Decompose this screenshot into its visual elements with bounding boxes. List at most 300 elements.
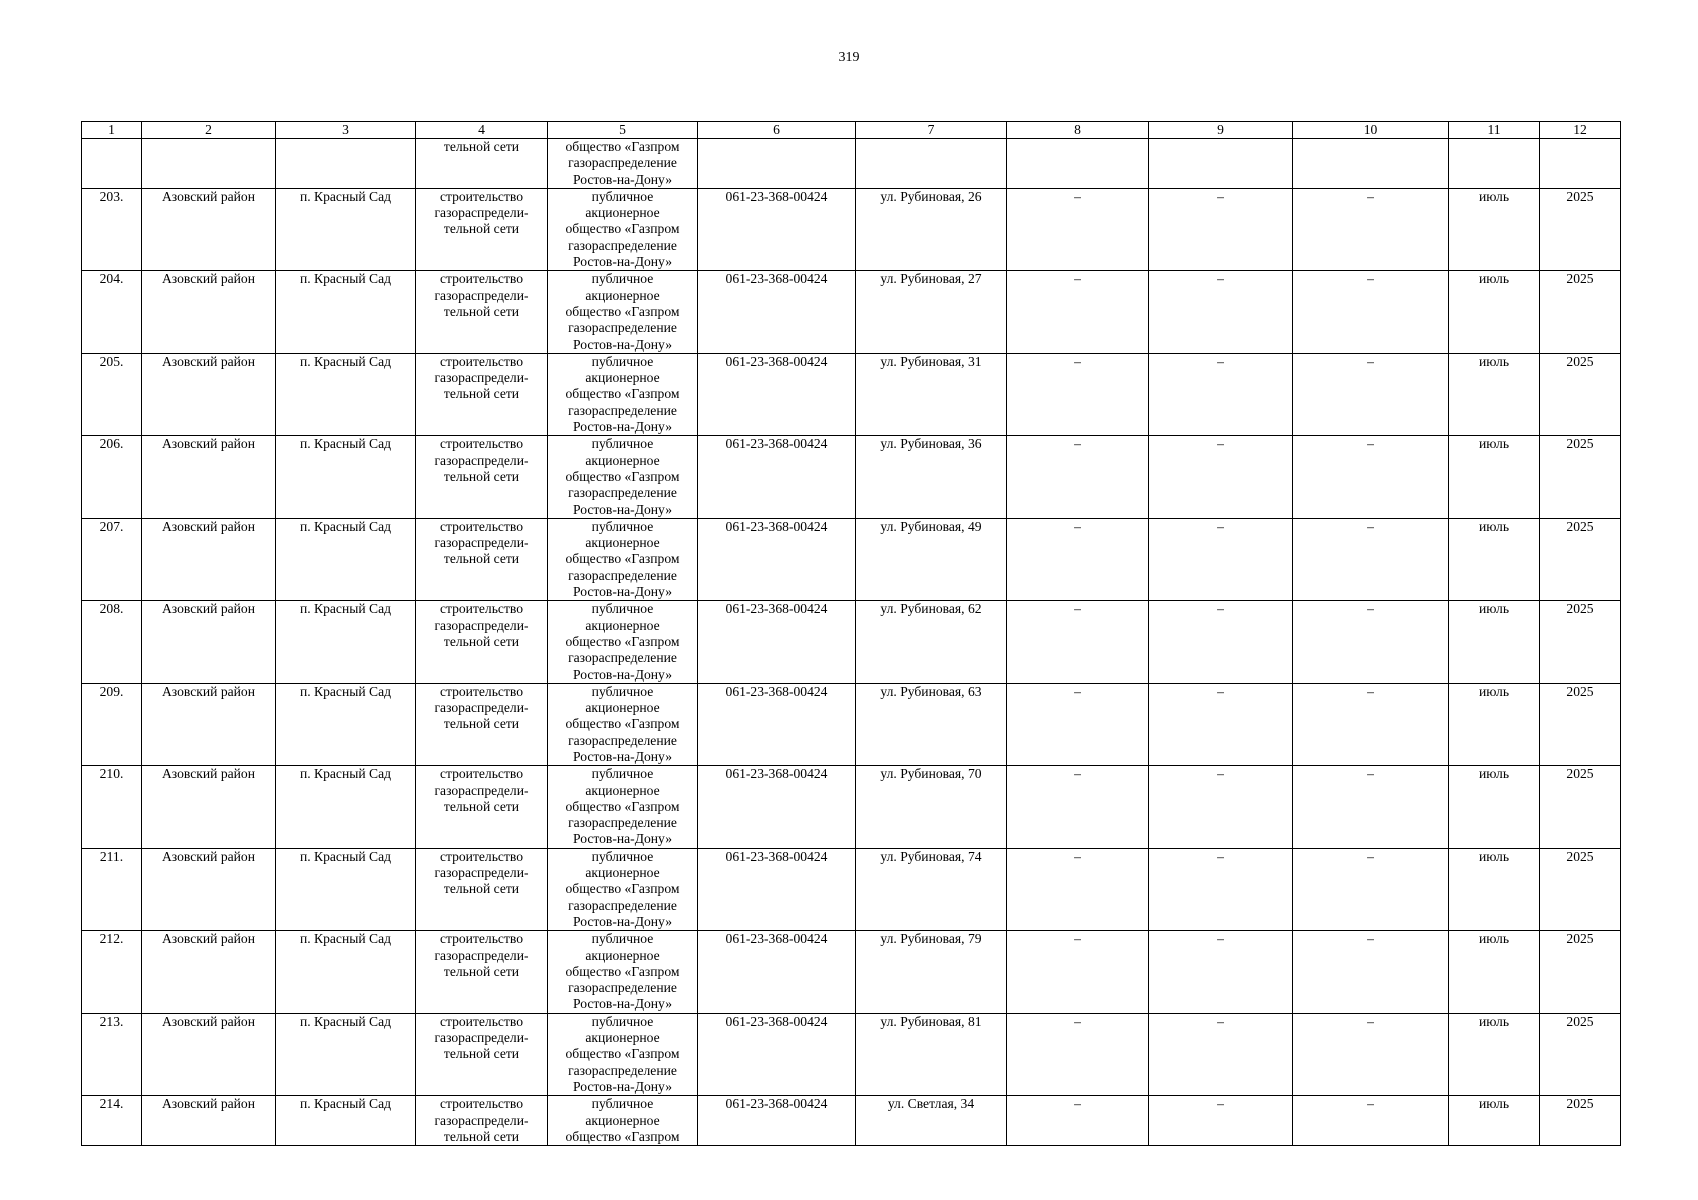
cell-settlement	[276, 766, 416, 848]
cell-num	[82, 271, 142, 353]
cell-num-text: 203.	[99, 188, 124, 204]
page-number: 319	[838, 50, 860, 65]
cell-col10	[1293, 271, 1449, 353]
cell-col8	[1007, 436, 1149, 518]
cell-col10-text: –	[1367, 1013, 1374, 1029]
cell-num-text: 211.	[99, 848, 124, 864]
cell-col9-text: –	[1217, 271, 1224, 287]
cell-district-text: Азовский район	[161, 683, 255, 699]
cell-org	[548, 601, 698, 683]
table-row	[82, 848, 1621, 930]
cell-address	[856, 436, 1007, 518]
cell-num	[82, 848, 142, 930]
continuation-row	[82, 139, 1621, 189]
cell-work-text: тельной сети	[443, 139, 520, 154]
cell-month	[1449, 188, 1540, 270]
cell-settlement-text: п. Красный Сад	[299, 1096, 392, 1112]
cell-num-text: 207.	[99, 518, 124, 534]
cell-month-text: июль	[1478, 436, 1510, 452]
cell-month	[1449, 1096, 1540, 1146]
cell-num-text: 212.	[99, 931, 124, 947]
cell-col8	[1007, 766, 1149, 848]
cell-org	[548, 271, 698, 353]
cell-month	[1449, 436, 1540, 518]
cell-work	[416, 353, 548, 435]
cell-col8-text: –	[1074, 766, 1081, 782]
cell-district-text: Азовский район	[161, 271, 255, 287]
cell-settlement-text: п. Красный Сад	[299, 766, 392, 782]
cell-address-text: ул. Рубиновая, 79	[880, 931, 982, 947]
cell-year	[1540, 436, 1621, 518]
cell-col8-text: –	[1074, 683, 1081, 699]
cell-org-text: публичное акционерное общество «Газпром газораспределение Ростов-на-Дону»	[565, 436, 680, 517]
cell-district-text: Азовский район	[161, 518, 255, 534]
cell-work	[416, 766, 548, 848]
cell-year-text: 2025	[1566, 683, 1594, 699]
cell-address	[856, 1013, 1007, 1095]
cell-work-text: строительство газораспредели- тельной сети	[434, 683, 529, 732]
cell-year	[1540, 931, 1621, 1013]
cell-col8-text: –	[1074, 518, 1081, 534]
cell-month	[1449, 353, 1540, 435]
cell-org-text: публичное акционерное общество «Газпром газораспределение Ростов-на-Дону»	[565, 518, 680, 600]
cell-address-text: ул. Рубиновая, 27	[880, 271, 982, 287]
cell-settlement	[276, 931, 416, 1013]
cell-district-text: Азовский район	[161, 188, 255, 204]
cell-col8	[1007, 139, 1149, 189]
cell-col10	[1293, 139, 1449, 189]
cell-district	[142, 139, 276, 189]
cell-col9	[1149, 1096, 1293, 1146]
cell-settlement	[276, 1096, 416, 1146]
cell-work	[416, 1013, 548, 1095]
cell-col10	[1293, 931, 1449, 1013]
cell-address	[856, 683, 1007, 765]
cell-org-text: публичное акционерное общество «Газпром газораспределение Ростов-на-Дону»	[565, 271, 680, 352]
cell-work-text: строительство газораспредели- тельной сети	[434, 353, 529, 402]
cell-col9	[1149, 848, 1293, 930]
cell-code	[698, 188, 856, 270]
table-row	[82, 683, 1621, 765]
cell-work-text: строительство газораспредели- тельной сети	[434, 601, 529, 649]
cell-org	[548, 1013, 698, 1095]
cell-district-text: Азовский район	[161, 436, 255, 452]
cell-address	[856, 139, 1007, 189]
cell-col9	[1149, 1013, 1293, 1095]
cell-org-text: публичное акционерное общество «Газпром	[565, 1096, 680, 1144]
table-row	[82, 436, 1621, 518]
cell-month-text: июль	[1478, 188, 1510, 204]
cell-col8	[1007, 848, 1149, 930]
cell-year-text: 2025	[1566, 188, 1594, 204]
cell-district	[142, 436, 276, 518]
cell-month-text: июль	[1478, 353, 1510, 369]
cell-address	[856, 848, 1007, 930]
cell-settlement	[276, 353, 416, 435]
cell-month-text: июль	[1478, 1096, 1510, 1112]
cell-district-text: Азовский район	[161, 353, 255, 369]
cell-month-text: июль	[1478, 601, 1510, 617]
cell-col8	[1007, 353, 1149, 435]
cell-num	[82, 601, 142, 683]
cell-settlement-text: п. Красный Сад	[299, 518, 392, 534]
cell-col9	[1149, 766, 1293, 848]
table-row	[82, 1096, 1621, 1146]
cell-year	[1540, 848, 1621, 930]
cell-col8	[1007, 931, 1149, 1013]
cell-address-text: ул. Рубиновая, 70	[880, 766, 982, 782]
cell-num-text: 214.	[99, 1096, 124, 1112]
cell-settlement	[276, 848, 416, 930]
cell-col9	[1149, 683, 1293, 765]
cell-num-text: 206.	[99, 436, 124, 452]
column-header-2: 2	[142, 122, 276, 139]
cell-num	[82, 766, 142, 848]
table-row	[82, 931, 1621, 1013]
cell-year-text: 2025	[1566, 766, 1594, 782]
cell-work-text: строительство газораспредели- тельной сети	[434, 848, 529, 897]
cell-num-text: 204.	[99, 271, 124, 287]
column-header-1: 1	[82, 122, 142, 139]
cell-num	[82, 1096, 142, 1146]
cell-settlement-text: п. Красный Сад	[299, 683, 392, 699]
cell-code	[698, 436, 856, 518]
cell-work-text: строительство газораспредели- тельной сети	[434, 188, 529, 237]
cell-code	[698, 139, 856, 189]
cell-year	[1540, 139, 1621, 189]
document-table	[81, 121, 1621, 1146]
cell-num	[82, 683, 142, 765]
table-row	[82, 1013, 1621, 1095]
cell-org	[548, 848, 698, 930]
cell-col8-text: –	[1074, 353, 1081, 369]
cell-num	[82, 188, 142, 270]
cell-col9-text: –	[1217, 931, 1224, 947]
cell-col9-text: –	[1217, 518, 1224, 534]
cell-work	[416, 683, 548, 765]
cell-col8	[1007, 683, 1149, 765]
cell-work	[416, 848, 548, 930]
cell-col10-text: –	[1367, 271, 1374, 287]
cell-year	[1540, 353, 1621, 435]
cell-district-text: Азовский район	[161, 601, 255, 617]
cell-work-text: строительство газораспредели- тельной сети	[434, 931, 529, 979]
cell-month-text: июль	[1478, 683, 1510, 699]
cell-address-text: ул. Рубиновая, 62	[880, 601, 982, 617]
cell-settlement	[276, 601, 416, 683]
cell-work	[416, 518, 548, 600]
cell-code-text: 061-23-368-00424	[725, 1096, 828, 1112]
cell-month-text: июль	[1478, 766, 1510, 782]
cell-code-text: 061-23-368-00424	[725, 766, 828, 782]
cell-address-text: ул. Рубиновая, 74	[880, 848, 982, 864]
cell-month	[1449, 271, 1540, 353]
column-header-4: 4	[416, 122, 548, 139]
cell-address	[856, 931, 1007, 1013]
cell-settlement-text: п. Красный Сад	[299, 188, 392, 204]
cell-year-text: 2025	[1566, 601, 1594, 617]
cell-col10	[1293, 1013, 1449, 1095]
column-header-12: 12	[1540, 122, 1621, 139]
cell-settlement	[276, 271, 416, 353]
cell-month	[1449, 518, 1540, 600]
cell-code-text: 061-23-368-00424	[725, 848, 828, 864]
cell-address	[856, 271, 1007, 353]
cell-month	[1449, 766, 1540, 848]
cell-org-text: публичное акционерное общество «Газпром газораспределение Ростов-на-Дону»	[565, 766, 680, 847]
cell-code	[698, 601, 856, 683]
cell-col9	[1149, 139, 1293, 189]
cell-col10-text: –	[1367, 848, 1374, 864]
cell-col8	[1007, 1096, 1149, 1146]
cell-code-text: 061-23-368-00424	[725, 353, 828, 369]
cell-work	[416, 139, 548, 189]
cell-col8	[1007, 518, 1149, 600]
cell-code	[698, 271, 856, 353]
cell-district-text: Азовский район	[161, 1096, 255, 1112]
cell-col9	[1149, 518, 1293, 600]
cell-code-text: 061-23-368-00424	[725, 1013, 828, 1029]
cell-col10-text: –	[1367, 931, 1374, 947]
cell-district	[142, 601, 276, 683]
cell-work-text: строительство газораспредели- тельной сети	[434, 518, 529, 567]
cell-district	[142, 1096, 276, 1146]
cell-work	[416, 436, 548, 518]
cell-work	[416, 601, 548, 683]
cell-year-text: 2025	[1566, 848, 1594, 864]
cell-col10	[1293, 848, 1449, 930]
cell-col10	[1293, 1096, 1449, 1146]
cell-code-text: 061-23-368-00424	[725, 601, 828, 617]
cell-code	[698, 766, 856, 848]
cell-col10-text: –	[1367, 436, 1374, 452]
cell-settlement-text: п. Красный Сад	[299, 436, 392, 452]
cell-num	[82, 931, 142, 1013]
cell-month-text: июль	[1478, 848, 1510, 864]
cell-month-text: июль	[1478, 931, 1510, 947]
column-header-9: 9	[1149, 122, 1293, 139]
cell-col10	[1293, 353, 1449, 435]
cell-org-text: публичное акционерное общество «Газпром газораспределение Ростов-на-Дону»	[565, 353, 680, 435]
column-header-5: 5	[548, 122, 698, 139]
cell-month	[1449, 1013, 1540, 1095]
cell-code-text: 061-23-368-00424	[725, 683, 828, 699]
cell-col8-text: –	[1074, 436, 1081, 452]
cell-col8-text: –	[1074, 1013, 1081, 1029]
cell-org-text: публичное акционерное общество «Газпром газораспределение Ростов-на-Дону»	[565, 1013, 680, 1094]
cell-code	[698, 518, 856, 600]
cell-address	[856, 1096, 1007, 1146]
cell-work-text: строительство газораспредели- тельной сети	[434, 1013, 529, 1062]
cell-work-text: строительство газораспредели- тельной сети	[434, 766, 529, 814]
cell-col8	[1007, 188, 1149, 270]
cell-col9-text: –	[1217, 436, 1224, 452]
cell-settlement	[276, 683, 416, 765]
cell-org	[548, 436, 698, 518]
cell-work	[416, 931, 548, 1013]
cell-year	[1540, 1013, 1621, 1095]
cell-col9-text: –	[1217, 188, 1224, 204]
cell-year-text: 2025	[1566, 1096, 1594, 1112]
cell-col10-text: –	[1367, 518, 1374, 534]
cell-address-text: ул. Рубиновая, 26	[880, 188, 982, 204]
cell-settlement-text: п. Красный Сад	[299, 931, 392, 947]
cell-col8	[1007, 1013, 1149, 1095]
cell-district	[142, 683, 276, 765]
cell-district-text: Азовский район	[161, 1013, 255, 1029]
cell-col10	[1293, 683, 1449, 765]
cell-org	[548, 353, 698, 435]
cell-work-text: строительство газораспредели- тельной сети	[434, 436, 529, 484]
cell-address-text: ул. Светлая, 34	[887, 1096, 975, 1112]
cell-num	[82, 1013, 142, 1095]
cell-org	[548, 188, 698, 270]
cell-code-text: 061-23-368-00424	[725, 271, 828, 287]
cell-col10-text: –	[1367, 766, 1374, 782]
cell-address-text: ул. Рубиновая, 36	[880, 436, 982, 452]
cell-address	[856, 766, 1007, 848]
cell-year-text: 2025	[1566, 1013, 1594, 1029]
cell-code	[698, 1013, 856, 1095]
cell-col10	[1293, 518, 1449, 600]
column-header-3: 3	[276, 122, 416, 139]
cell-settlement	[276, 188, 416, 270]
cell-settlement-text: п. Красный Сад	[299, 601, 392, 617]
cell-col9-text: –	[1217, 353, 1224, 369]
cell-org-text: публичное акционерное общество «Газпром газораспределение Ростов-на-Дону»	[565, 601, 680, 682]
cell-month	[1449, 931, 1540, 1013]
column-header-11: 11	[1449, 122, 1540, 139]
cell-org	[548, 931, 698, 1013]
cell-col9-text: –	[1217, 1013, 1224, 1029]
cell-district	[142, 353, 276, 435]
cell-year	[1540, 188, 1621, 270]
cell-col8	[1007, 271, 1149, 353]
cell-address-text: ул. Рубиновая, 81	[880, 1013, 982, 1029]
cell-address	[856, 353, 1007, 435]
table-row	[82, 518, 1621, 600]
cell-settlement	[276, 1013, 416, 1095]
cell-org	[548, 518, 698, 600]
cell-col8-text: –	[1074, 271, 1081, 287]
cell-year-text: 2025	[1566, 436, 1594, 452]
cell-district	[142, 931, 276, 1013]
column-header-8: 8	[1007, 122, 1149, 139]
cell-work	[416, 1096, 548, 1146]
cell-col8-text: –	[1074, 188, 1081, 204]
cell-month	[1449, 683, 1540, 765]
column-header-6: 6	[698, 122, 856, 139]
cell-org-text: публичное акционерное общество «Газпром газораспределение Ростов-на-Дону»	[565, 931, 680, 1012]
cell-col9-text: –	[1217, 848, 1224, 864]
cell-address-text: ул. Рубиновая, 63	[880, 683, 982, 699]
cell-col8-text: –	[1074, 1096, 1081, 1112]
cell-settlement-text: п. Красный Сад	[299, 848, 392, 864]
cell-num	[82, 353, 142, 435]
cell-col9-text: –	[1217, 683, 1224, 699]
cell-address-text: ул. Рубиновая, 49	[880, 518, 982, 534]
cell-num	[82, 139, 142, 189]
cell-year	[1540, 1096, 1621, 1146]
cell-col10	[1293, 188, 1449, 270]
cell-year-text: 2025	[1566, 518, 1594, 534]
cell-district	[142, 271, 276, 353]
cell-col10	[1293, 766, 1449, 848]
cell-col9	[1149, 931, 1293, 1013]
cell-code	[698, 353, 856, 435]
cell-org	[548, 766, 698, 848]
cell-col10-text: –	[1367, 683, 1374, 699]
cell-district	[142, 188, 276, 270]
cell-work	[416, 188, 548, 270]
column-header-10: 10	[1293, 122, 1449, 139]
cell-code-text: 061-23-368-00424	[725, 518, 828, 534]
cell-col9-text: –	[1217, 601, 1224, 617]
cell-col9-text: –	[1217, 766, 1224, 782]
cell-year-text: 2025	[1566, 353, 1594, 369]
cell-col8-text: –	[1074, 931, 1081, 947]
cell-num-text: 210.	[99, 766, 124, 782]
cell-year	[1540, 683, 1621, 765]
cell-col9	[1149, 601, 1293, 683]
cell-month	[1449, 848, 1540, 930]
cell-address	[856, 188, 1007, 270]
cell-work-text: строительство газораспредели- тельной сети	[434, 1096, 529, 1144]
cell-col8-text: –	[1074, 601, 1081, 617]
cell-code	[698, 848, 856, 930]
cell-code-text: 061-23-368-00424	[725, 436, 828, 452]
cell-month	[1449, 601, 1540, 683]
cell-org-text: публичное акционерное общество «Газпром газораспределение Ростов-на-Дону»	[565, 848, 680, 929]
cell-settlement-text: п. Красный Сад	[299, 1013, 392, 1029]
cell-code-text: 061-23-368-00424	[725, 188, 828, 204]
cell-address-text: ул. Рубиновая, 31	[880, 353, 982, 369]
cell-district-text: Азовский район	[161, 766, 255, 782]
cell-col10	[1293, 436, 1449, 518]
cell-col9	[1149, 188, 1293, 270]
cell-month-text: июль	[1478, 1013, 1510, 1029]
cell-settlement	[276, 518, 416, 600]
cell-month-text: июль	[1478, 518, 1510, 534]
column-header-7: 7	[856, 122, 1007, 139]
table-row	[82, 188, 1621, 270]
cell-col9	[1149, 436, 1293, 518]
cell-district-text: Азовский район	[161, 848, 255, 864]
cell-district	[142, 1013, 276, 1095]
cell-org	[548, 139, 698, 189]
header-row	[82, 122, 1621, 139]
cell-work	[416, 271, 548, 353]
cell-col10-text: –	[1367, 1096, 1374, 1112]
cell-col9	[1149, 353, 1293, 435]
cell-col10-text: –	[1367, 353, 1374, 369]
cell-settlement	[276, 139, 416, 189]
cell-col10-text: –	[1367, 601, 1374, 617]
cell-num-text: 213.	[99, 1013, 124, 1029]
cell-month-text: июль	[1478, 271, 1510, 287]
table-row	[82, 601, 1621, 683]
cell-org-text: публичное акционерное общество «Газпром газораспределение Ростов-на-Дону»	[565, 683, 680, 764]
cell-code-text: 061-23-368-00424	[725, 931, 828, 947]
cell-code	[698, 931, 856, 1013]
cell-num	[82, 518, 142, 600]
cell-district	[142, 848, 276, 930]
cell-num	[82, 436, 142, 518]
cell-year	[1540, 271, 1621, 353]
cell-settlement	[276, 436, 416, 518]
table-row	[82, 271, 1621, 353]
cell-code	[698, 1096, 856, 1146]
